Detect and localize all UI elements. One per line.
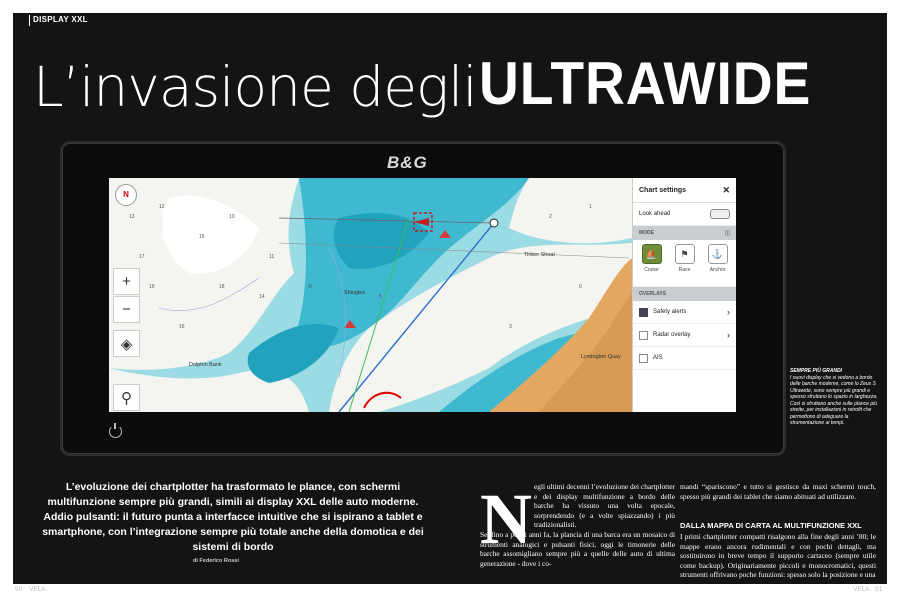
svg-text:10: 10	[229, 214, 235, 220]
look-ahead-label: Look ahead	[639, 211, 671, 217]
mode-selector	[633, 240, 736, 287]
mode-section-header	[633, 226, 736, 240]
zoom-in-button[interactable]: +	[113, 268, 140, 295]
radar-overlay-label: Radar overlay	[653, 332, 691, 338]
map-label-dolphin-bank: Dolphin Bank	[189, 362, 222, 368]
anchor-icon: ⚓	[708, 244, 728, 264]
look-ahead-row[interactable]	[633, 203, 736, 226]
svg-text:2: 2	[549, 214, 552, 220]
safety-alerts-checkbox[interactable]	[639, 308, 648, 317]
recenter-location-icon[interactable]: ◈	[113, 330, 140, 357]
mode-header-label: MODE	[639, 230, 654, 236]
svg-text:19: 19	[149, 284, 155, 290]
safety-alerts-label: Safety alerts	[653, 309, 687, 315]
svg-text:18: 18	[219, 284, 225, 290]
body-col1-mid: Se, fino a pochi anni fa, la plancia di una barca era un mosaico di strumenti analogici e pulsanti fisici, oggi le timonerie delle barche assomigliano sempre più a quelle delle auto di ultima generazione - dove i co-	[480, 530, 675, 568]
info-icon[interactable]: ⓘ	[724, 230, 730, 237]
svg-text:14: 14	[259, 294, 265, 300]
headline-light: L’invasione degli	[33, 55, 477, 119]
body-col1-top: egli ultimi decenni l’evoluzione dei chartplotter e dei display multifunzione a bordo delle barche ha vissuto una volta epocale, sorprendendo (e a volte spiazzando) i più tradizionalisti.	[534, 482, 675, 529]
page-number-left: 90	[15, 586, 23, 593]
caption-title: SEMPRE PIÙ GRANDI	[790, 368, 842, 374]
ais-label: AIS	[653, 355, 663, 361]
zoom-out-button[interactable]: −	[113, 296, 140, 323]
photo-caption	[790, 368, 878, 427]
svg-text:15: 15	[199, 234, 205, 240]
svg-text:1: 1	[589, 204, 592, 210]
ais-checkbox[interactable]	[639, 354, 648, 363]
page-number-right: 91	[875, 586, 883, 593]
mode-cruise-label: Cruise	[644, 267, 659, 273]
chart-screen[interactable]	[109, 178, 735, 412]
body-col2-top: mandi “spariscono” e tutto si gestisce da maxi schermi touch, spesso più grandi dei tablet che siamo abituati ad utilizzare.	[680, 482, 876, 501]
mode-race-label: Race	[678, 267, 691, 273]
mode-anchor[interactable]	[708, 244, 728, 282]
overlays-section-header	[633, 287, 736, 301]
map-label-harbour: Lymington Quay	[581, 354, 621, 360]
close-icon[interactable]: ✕	[722, 184, 730, 195]
power-icon[interactable]	[109, 425, 122, 438]
map-label-shingles: Shingles	[344, 290, 366, 296]
radar-overlay-checkbox[interactable]	[639, 331, 648, 340]
overlays-header-label: OVERLAYS	[639, 291, 667, 297]
svg-text:3: 3	[509, 324, 512, 330]
headline-bold: ULTRAWIDE	[479, 50, 812, 117]
panel-title: Chart settings	[639, 186, 687, 194]
mode-cruise[interactable]	[642, 244, 662, 282]
body-col2: I primi chartplotter compatti risalgono alla fine degli anni ’80; le mappe erano ancora rudimentali e con pochi dettagli, ma sostituirono in breve tempo il supporto cartaceo (sempre utile come backup). Originariamente piccoli e monocromatici, questi strumenti offrivano poche funzioni: spesso solo la posizione e una	[680, 532, 876, 579]
panel-header	[633, 178, 736, 203]
search-icon[interactable]: ⚲	[113, 384, 140, 411]
article-subhead: DALLA MAPPA DI CARTA AL MULTIFUNZIONE XXL	[680, 521, 862, 530]
svg-text:16: 16	[179, 324, 185, 330]
mode-anchor-label: Anchor	[709, 267, 726, 273]
radar-overlay-row[interactable]	[633, 324, 736, 347]
sailboat-icon: ⛵	[642, 244, 662, 264]
svg-text:0: 0	[579, 284, 582, 290]
svg-text:12: 12	[159, 204, 165, 210]
byline: di Federico Rossi	[193, 558, 239, 564]
north-compass-icon[interactable]: N	[115, 184, 137, 206]
svg-text:8: 8	[309, 284, 312, 290]
section-tag: DISPLAY XXL	[33, 15, 88, 24]
svg-text:13: 13	[129, 214, 135, 220]
svg-text:17: 17	[139, 254, 145, 260]
magazine-name-left: VELA	[29, 586, 46, 593]
chevron-right-icon[interactable]: ›	[727, 307, 730, 317]
ais-row[interactable]	[633, 347, 736, 370]
caption-text: I nuovi display che si vedono a bordo delle barche moderne, come lo Zeus S Ultrawide, sono sempre più grandi e spesso sfruttano lo spazio in larghezza. Così si sfruttano anche sulle plance più strette, per installazioni in retrofit che permettono di adeguare la strumentazione ai tempi.	[790, 374, 878, 426]
svg-text:5: 5	[379, 294, 382, 300]
magazine-name-right: VELA	[853, 586, 870, 593]
safety-alerts-row[interactable]	[633, 301, 736, 324]
flag-icon: ⚑	[675, 244, 695, 264]
brand-logo: B&G	[387, 153, 428, 172]
svg-text:11: 11	[269, 254, 275, 260]
drop-cap: N	[480, 479, 532, 559]
chevron-right-icon[interactable]: ›	[727, 330, 730, 340]
look-ahead-toggle[interactable]	[710, 209, 730, 219]
magazine-spread	[13, 13, 887, 593]
mode-race[interactable]	[675, 244, 695, 282]
chartplotter-device	[60, 141, 786, 456]
article-lead: L’evoluzione dei chartplotter ha trasformato le plance, con schermi multifunzione sempre più grandi, simili ai display XXL delle auto moderne. Addio pulsanti: il futuro punta a interfacce intuitive che si ispirano a tablet e smartphone, con l’integrazione sempre più totale anche della domotica e dei sistemi di bordo	[42, 481, 424, 553]
chart-settings-panel	[632, 178, 736, 412]
map-label-tinker-shoal: Tinker Shoal	[524, 252, 555, 258]
